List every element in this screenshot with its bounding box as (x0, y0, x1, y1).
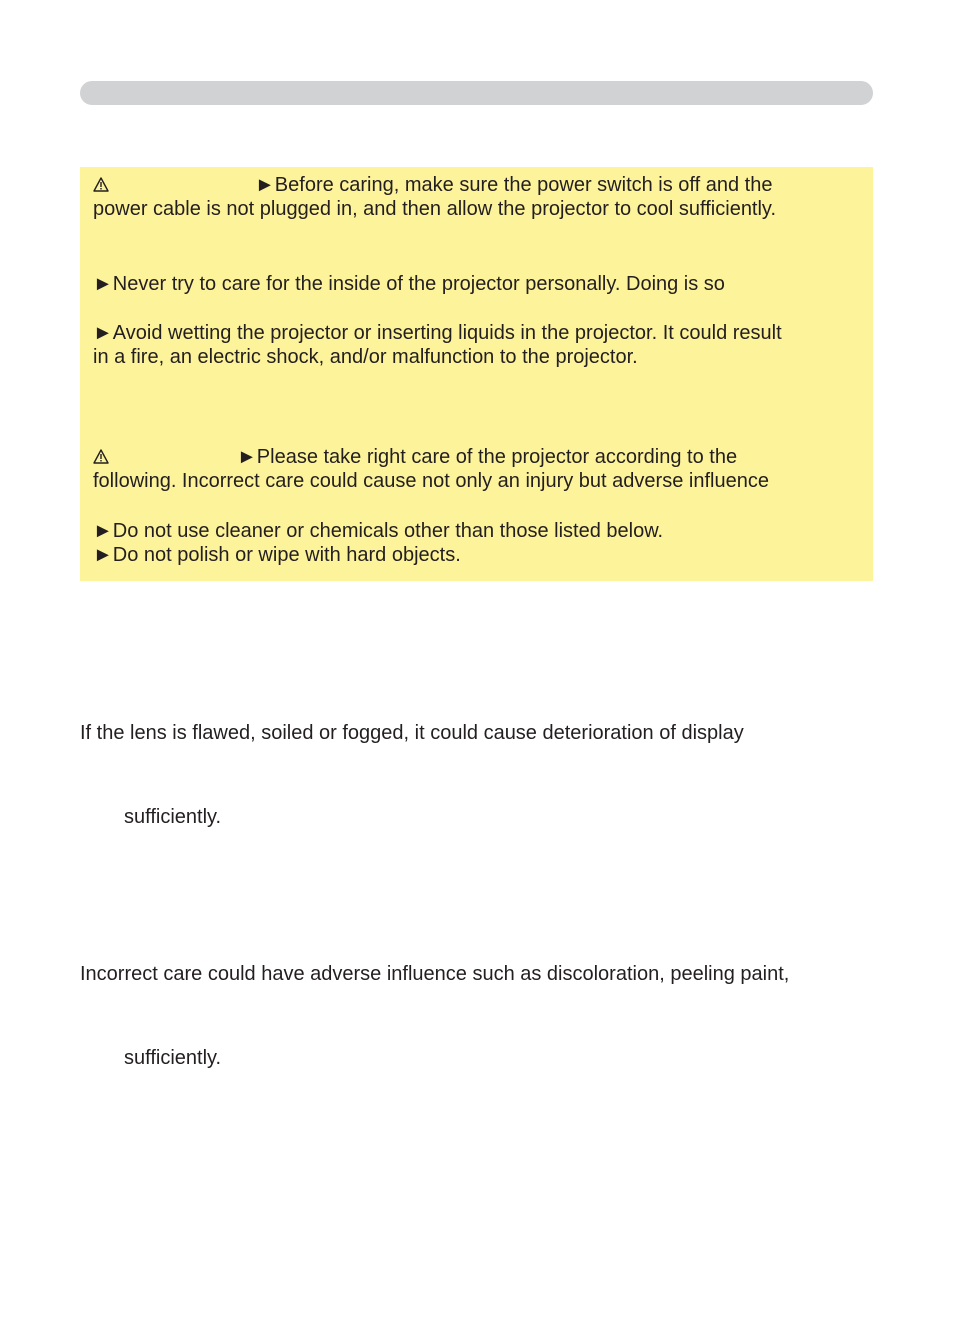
cabinet-intro-text: Incorrect care could have adverse influence such as discoloration, peeling paint, (80, 963, 790, 985)
caution-text-1b: following. Incorrect care could cause not only an injury but adverse influence (93, 470, 769, 492)
caution-line-4 (93, 543, 461, 567)
warning-line-4 (93, 321, 782, 345)
section-header-bar (80, 81, 873, 105)
caution-line-3 (93, 519, 663, 543)
lens-intro-text: If the lens is flawed, soiled or fogged, it could cause deterioration of display (80, 722, 744, 744)
caution-line-1 (93, 445, 737, 469)
warning-line-3 (93, 272, 725, 296)
caution-line-2 (93, 469, 769, 493)
warning-line-5 (93, 345, 638, 369)
warning-line-1 (93, 173, 772, 197)
caution-text-1a: ►Please take right care of the projector according to the (237, 446, 738, 468)
warning-line-2 (93, 197, 776, 221)
lens-step-fragment: sufficiently. (124, 806, 222, 828)
warning-text-2: ►Never try to care for the inside of the projector personally. Doing is so (93, 273, 725, 295)
warning-text-3a: ►Avoid wetting the projector or inserting liquids in the projector. It could result (93, 322, 782, 344)
caution-triangle-icon (93, 449, 109, 464)
warning-triangle-icon (93, 177, 109, 192)
warning-text-3b: in a fire, an electric shock, and/or malfunction to the projector. (93, 346, 638, 368)
cabinet-step-fragment: sufficiently. (124, 1047, 222, 1069)
caution-text-3: ►Do not polish or wipe with hard objects. (93, 544, 461, 566)
warning-text-1a: ►Before caring, make sure the power switch is off and the (255, 174, 773, 196)
warning-caution-box (80, 167, 873, 581)
caution-text-2: ►Do not use cleaner or chemicals other than those listed below. (93, 520, 664, 542)
warning-text-1b: power cable is not plugged in, and then allow the projector to cool sufficiently. (93, 198, 777, 220)
